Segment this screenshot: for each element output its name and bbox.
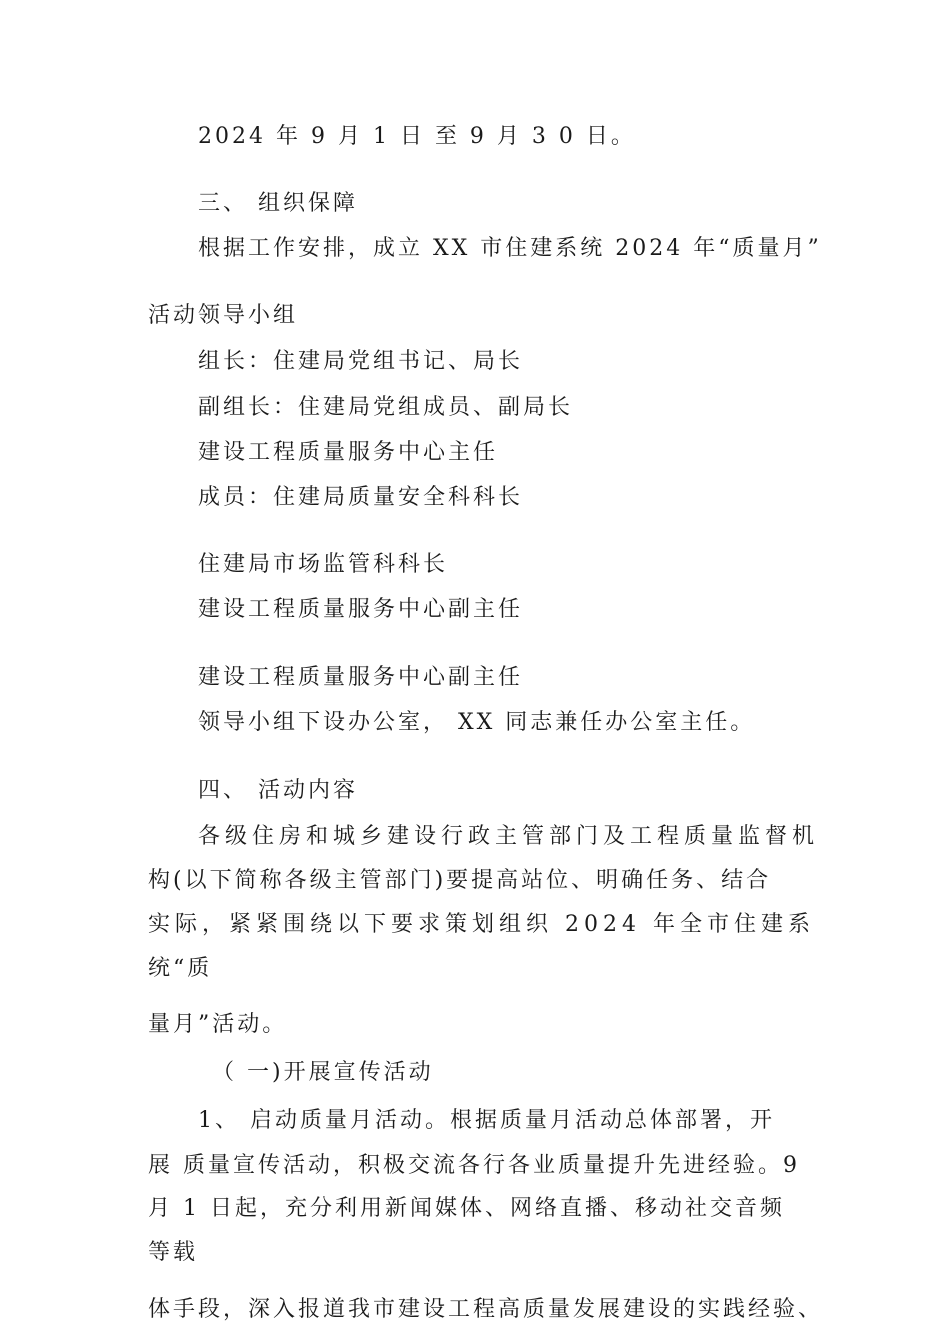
member-line: 建设工程质量服务中心副主任 [198,597,524,622]
office-line: 领导小组下设办公室， XX 同志兼任办公室主任。 [198,710,756,735]
section-heading-activities: 四、 活动内容 [198,778,358,803]
paragraph-line: 展 质量宣传活动，积极交流各行各业质量提升先进经验。9 [148,1153,800,1178]
paragraph-line: 量月”活动。 [148,1012,288,1037]
paragraph-line: 构(以下简称各级主管部门)要提高站位、明确任务、结合 [148,868,772,893]
member-line: 建设工程质量服务中心副主任 [198,665,524,690]
paragraph-line: 实际，紧紧围绕以下要求策划组织 2024 年全市住建系 [148,912,815,937]
paragraph-line: 1、 启动质量月活动。根据质量月活动总体部署，开 [198,1108,775,1133]
paragraph-line: 月 1 日起，充分利用新闻媒体、网络直播、移动社交音频 [148,1196,785,1221]
paragraph-line: 体手段，深入报道我市建设工程高质量发展建设的实践经验、 [148,1297,824,1322]
member-line: 住建局市场监管科科长 [198,552,449,577]
deputy-leader-line: 副组长：住建局党组成员、副局长 [198,395,574,420]
subsection-heading-publicity: （ 一)开展宣传活动 [212,1060,434,1085]
paragraph-line: 活动领导小组 [148,303,299,328]
paragraph-line: 统“质 [148,956,213,981]
member-line: 成员：住建局质量安全科科长 [198,485,524,510]
date-range-line: 2024 年 9 月 1 日 至 9 月 3 0 日。 [198,124,636,149]
paragraph-line: 各级住房和城乡建设行政主管部门及工程质量监督机 [198,824,820,849]
member-line: 建设工程质量服务中心主任 [198,440,499,465]
group-leader-line: 组长：住建局党组书记、局长 [198,349,524,374]
paragraph-line: 等载 [148,1240,199,1265]
paragraph-line: 根据工作安排，成立 XX 市住建系统 2024 年“质量月” [198,236,822,261]
section-heading-organization: 三、 组织保障 [198,191,358,216]
